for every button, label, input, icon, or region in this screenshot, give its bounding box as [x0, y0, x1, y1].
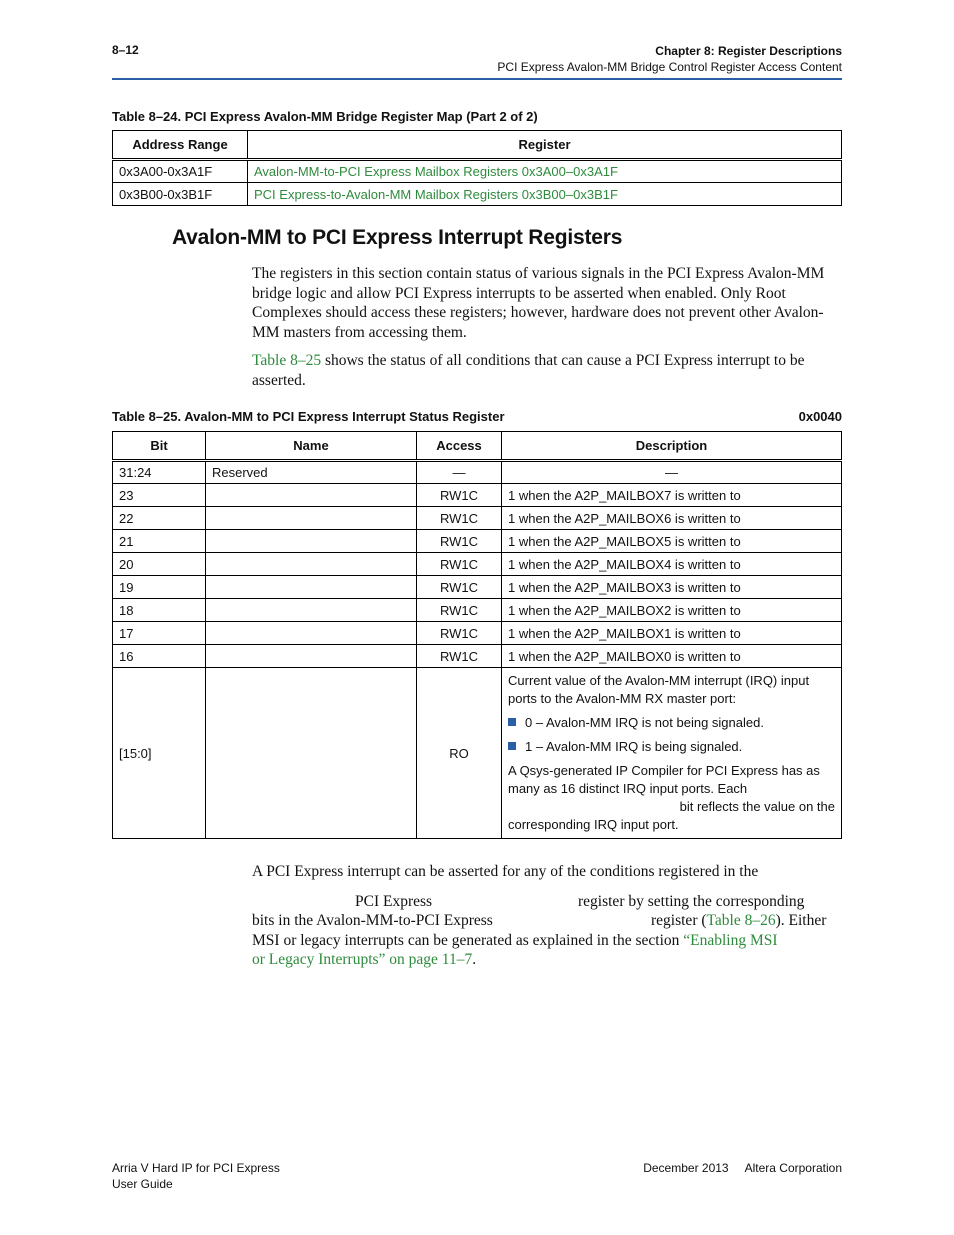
name-cell	[206, 622, 417, 645]
running-header	[497, 43, 842, 75]
table-8-25-link[interactable]: Table 8–25	[252, 352, 322, 369]
table-row	[113, 668, 842, 839]
description-cell: 1 when the A2P_MAILBOX0 is written to	[502, 645, 842, 668]
name-cell	[206, 507, 417, 530]
bullet-item: 1 – Avalon-MM IRQ is being signaled.	[508, 738, 835, 756]
register-link[interactable]: Avalon-MM-to-PCI Express Mailbox Registers 0x3A00–0x3A1F	[248, 160, 842, 183]
bit-cell: [15:0]	[113, 668, 206, 839]
name-cell	[206, 576, 417, 599]
access-cell: RW1C	[417, 645, 502, 668]
company-name: Altera Corporation	[744, 1161, 842, 1175]
description-cell: 1 when the A2P_MAILBOX7 is written to	[502, 484, 842, 507]
access-cell: RW1C	[417, 576, 502, 599]
column-header: Description	[502, 432, 842, 461]
bit-cell: 21	[113, 530, 206, 553]
enabling-msi-link[interactable]: “Enabling MSI	[683, 931, 778, 949]
table-8-26-link[interactable]: Table 8–26	[706, 912, 776, 929]
description-text: bit reflects the value on the	[679, 799, 835, 814]
table-row	[113, 461, 842, 484]
table-25-caption: Table 8–25. Avalon-MM to PCI Express Interrupt Status Register	[112, 409, 505, 424]
header-rule	[112, 78, 842, 80]
description-text: A Qsys-generated IP Compiler for PCI Express has as many as 16 distinct IRQ input ports. Each	[508, 763, 820, 796]
access-cell: RO	[417, 668, 502, 839]
doc-subtitle: User Guide	[112, 1177, 173, 1191]
paragraph-interrupt: A PCI Express interrupt can be asserted for any of the conditions registered in the PCI Express register by setting the corresponding bits in the Avalon-MM-to-PCI Express register (Table 8–26). Either MSI or legacy interrupts can be generated as explained in the section “Enabling MSI or Legacy Interrupts” on page 11–7.	[252, 863, 827, 968]
name-cell	[206, 645, 417, 668]
table-24	[112, 130, 842, 206]
name-cell	[206, 553, 417, 576]
name-cell	[206, 599, 417, 622]
bit-cell: 22	[113, 507, 206, 530]
table-row	[113, 183, 842, 206]
name-cell	[206, 668, 417, 839]
section-title-header: PCI Express Avalon-MM Bridge Control Register Access Content	[497, 60, 842, 74]
table-row	[113, 530, 842, 553]
table-row	[113, 484, 842, 507]
section-heading: Avalon-MM to PCI Express Interrupt Registers	[172, 226, 623, 249]
description-cell: 1 when the A2P_MAILBOX6 is written to	[502, 507, 842, 530]
table-row	[113, 645, 842, 668]
bit-cell: 31:24	[113, 461, 206, 484]
enabling-msi-link-cont[interactable]: or Legacy Interrupts” on page 11–7	[252, 951, 473, 968]
table-row	[113, 599, 842, 622]
table-row	[113, 622, 842, 645]
paragraph-table-ref: Table 8–25 shows the status of all conditions that can cause a PCI Express interrupt to be asserted.	[252, 352, 805, 389]
access-cell: RW1C	[417, 622, 502, 645]
bit-cell: 17	[113, 622, 206, 645]
access-cell: RW1C	[417, 530, 502, 553]
footer-left	[112, 1160, 280, 1192]
table-25	[112, 431, 842, 839]
doc-date: December 2013	[643, 1161, 729, 1175]
table-row	[113, 507, 842, 530]
address-range: 0x3B00-0x3B1F	[113, 183, 248, 206]
access-cell: RW1C	[417, 507, 502, 530]
description-cell	[502, 668, 842, 839]
table-24-caption: Table 8–24. PCI Express Avalon-MM Bridge Register Map (Part 2 of 2)	[112, 109, 538, 124]
bullet-icon	[508, 742, 516, 750]
access-cell: RW1C	[417, 484, 502, 507]
description-cell: 1 when the A2P_MAILBOX4 is written to	[502, 553, 842, 576]
register-address: 0x0040	[798, 409, 842, 424]
chapter-title: Chapter 8: Register Descriptions	[655, 44, 842, 58]
table-row	[113, 553, 842, 576]
footer-right	[643, 1160, 842, 1176]
table-row	[113, 160, 842, 183]
bullet-item: 0 – Avalon-MM IRQ is not being signaled.	[508, 714, 835, 732]
column-header: Access	[417, 432, 502, 461]
column-header: Address Range	[113, 131, 248, 160]
description-cell: 1 when the A2P_MAILBOX1 is written to	[502, 622, 842, 645]
bit-cell: 19	[113, 576, 206, 599]
description-cell: 1 when the A2P_MAILBOX5 is written to	[502, 530, 842, 553]
table-row	[113, 576, 842, 599]
access-cell: —	[417, 461, 502, 484]
bit-cell: 23	[113, 484, 206, 507]
paragraph-intro: The registers in this section contain status of various signals in the PCI Express Avalon-MM bridge logic and allow PCI Express interrupts to be asserted when enabled. Only Root Complexes should access these registers; however, hardware does not prevent other Avalon-MM masters from accessing them.	[252, 265, 825, 341]
access-cell: RW1C	[417, 553, 502, 576]
register-link[interactable]: PCI Express-to-Avalon-MM Mailbox Registers 0x3B00–0x3B1F	[248, 183, 842, 206]
column-header: Bit	[113, 432, 206, 461]
description-cell: —	[502, 461, 842, 484]
bit-cell: 16	[113, 645, 206, 668]
bullet-icon	[508, 718, 516, 726]
address-range: 0x3A00-0x3A1F	[113, 160, 248, 183]
bit-cell: 18	[113, 599, 206, 622]
name-cell	[206, 530, 417, 553]
column-header: Register	[248, 131, 842, 160]
description-cell: 1 when the A2P_MAILBOX3 is written to	[502, 576, 842, 599]
description-text: corresponding IRQ input port.	[508, 817, 679, 832]
access-cell: RW1C	[417, 599, 502, 622]
page-number: 8–12	[112, 43, 139, 57]
description-cell: 1 when the A2P_MAILBOX2 is written to	[502, 599, 842, 622]
name-cell: Reserved	[206, 461, 417, 484]
column-header: Name	[206, 432, 417, 461]
description-intro: Current value of the Avalon-MM interrupt (IRQ) input ports to the Avalon-MM RX master port:	[508, 673, 810, 706]
doc-title: Arria V Hard IP for PCI Express	[112, 1161, 280, 1175]
bit-cell: 20	[113, 553, 206, 576]
name-cell	[206, 484, 417, 507]
